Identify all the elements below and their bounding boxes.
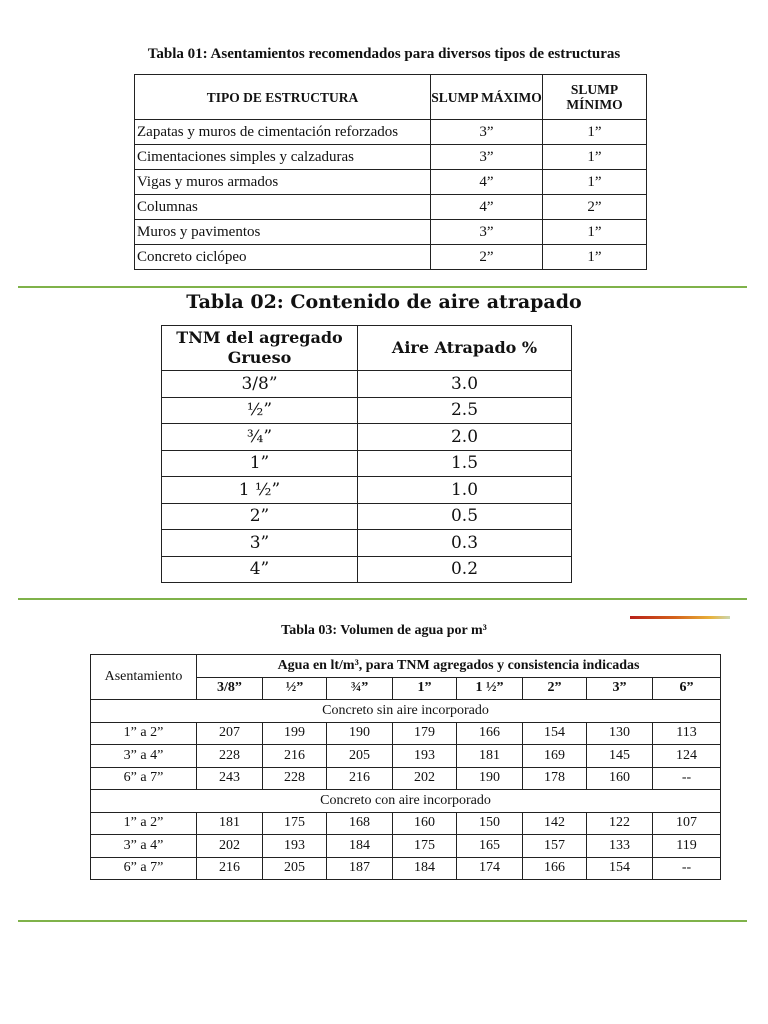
table-02-entrapped-air	[161, 325, 572, 583]
table-02-body	[162, 371, 572, 583]
section-title: Concreto con aire incorporado	[91, 790, 721, 813]
table-01-body	[135, 120, 647, 270]
settlement-cell: 3” a 4”	[91, 745, 197, 768]
water-volume-cell: 202	[393, 767, 457, 790]
water-volume-cell: 228	[263, 767, 327, 790]
water-volume-cell: 193	[393, 745, 457, 768]
water-volume-cell: 179	[393, 722, 457, 745]
slump-max-cell: 3”	[431, 145, 543, 170]
tnm-cell: 1”	[162, 450, 358, 477]
table-row	[135, 220, 647, 245]
table-01-caption: Tabla 01: Asentamientos recomendados para diversos tipos de estructuras	[147, 46, 621, 62]
water-volume-cell: 193	[263, 835, 327, 858]
table-03-body	[91, 700, 721, 880]
structure-type-cell: Columnas	[135, 195, 431, 220]
water-volume-cell: 124	[653, 745, 721, 768]
table-03-water-volume	[90, 654, 721, 880]
table-row	[162, 477, 572, 504]
water-volume-cell: 178	[523, 767, 587, 790]
slump-min-cell: 1”	[543, 220, 647, 245]
tnm-column-header: ½”	[263, 677, 327, 700]
tnm-column-header: 6”	[653, 677, 721, 700]
water-volume-cell: 113	[653, 722, 721, 745]
table-row	[91, 767, 721, 790]
water-volume-cell: 107	[653, 812, 721, 835]
tnm-column-header: 1”	[393, 677, 457, 700]
water-volume-cell: 207	[197, 722, 263, 745]
water-volume-cell: 175	[263, 812, 327, 835]
water-volume-cell: 228	[197, 745, 263, 768]
water-volume-cell: 174	[457, 857, 523, 880]
header-tnm: TNM del agregado Grueso	[162, 326, 358, 371]
slump-min-cell: 1”	[543, 245, 647, 270]
slump-min-cell: 1”	[543, 145, 647, 170]
tnm-cell: ½”	[162, 397, 358, 424]
slump-max-cell: 3”	[431, 220, 543, 245]
settlement-cell: 6” a 7”	[91, 857, 197, 880]
table-row	[162, 371, 572, 398]
air-percent-cell: 2.0	[358, 424, 572, 451]
structure-type-cell: Vigas y muros armados	[135, 170, 431, 195]
water-volume-cell: 154	[523, 722, 587, 745]
slump-max-cell: 4”	[431, 170, 543, 195]
header-water-group: Agua en lt/m³, para TNM agregados y consistencia indicadas	[197, 655, 721, 678]
table-row	[135, 245, 647, 270]
air-percent-cell: 0.5	[358, 503, 572, 530]
table-row	[162, 397, 572, 424]
water-volume-cell: 165	[457, 835, 523, 858]
slump-max-cell: 2”	[431, 245, 543, 270]
section-row	[91, 700, 721, 723]
water-volume-cell: 175	[393, 835, 457, 858]
water-volume-cell: 160	[393, 812, 457, 835]
water-volume-cell: --	[653, 857, 721, 880]
table-row	[135, 195, 647, 220]
slump-max-cell: 3”	[431, 120, 543, 145]
green-divider	[18, 598, 747, 600]
tnm-column-header: 1 ½”	[457, 677, 523, 700]
table-02-caption: Tabla 02: Contenido de aire atrapado	[186, 291, 582, 313]
water-volume-cell: 184	[327, 835, 393, 858]
air-percent-cell: 0.2	[358, 556, 572, 583]
tnm-column-header: 3/8”	[197, 677, 263, 700]
air-percent-cell: 1.0	[358, 477, 572, 504]
water-volume-cell: 202	[197, 835, 263, 858]
water-volume-cell: 168	[327, 812, 393, 835]
tnm-cell: 4”	[162, 556, 358, 583]
slump-min-cell: 2”	[543, 195, 647, 220]
table-row	[162, 530, 572, 557]
water-volume-cell: 216	[197, 857, 263, 880]
tnm-cell: 2”	[162, 503, 358, 530]
table-row	[162, 556, 572, 583]
slump-min-cell: 1”	[543, 170, 647, 195]
water-volume-cell: 181	[197, 812, 263, 835]
air-percent-cell: 3.0	[358, 371, 572, 398]
table-row	[162, 450, 572, 477]
water-volume-cell: 133	[587, 835, 653, 858]
table-01-settlements	[134, 74, 647, 270]
table-row	[91, 857, 721, 880]
decorative-accent-bar	[630, 616, 730, 619]
header-slump-min: SLUMP MÍNIMO	[543, 75, 647, 120]
water-volume-cell: 199	[263, 722, 327, 745]
water-volume-cell: 150	[457, 812, 523, 835]
table-row	[91, 722, 721, 745]
table-row	[162, 424, 572, 451]
water-volume-cell: 205	[327, 745, 393, 768]
tnm-column-header: 3”	[587, 677, 653, 700]
structure-type-cell: Concreto ciclópeo	[135, 245, 431, 270]
water-volume-cell: 169	[523, 745, 587, 768]
table-row	[135, 120, 647, 145]
water-volume-cell: 154	[587, 857, 653, 880]
table-row	[135, 170, 647, 195]
water-volume-cell: 142	[523, 812, 587, 835]
water-volume-cell: 190	[327, 722, 393, 745]
table-03-caption: Tabla 03: Volumen de agua por m³	[281, 623, 487, 638]
water-volume-cell: 119	[653, 835, 721, 858]
water-volume-cell: 181	[457, 745, 523, 768]
water-volume-cell: 184	[393, 857, 457, 880]
header-settlement: Asentamiento	[91, 655, 197, 700]
water-volume-cell: 157	[523, 835, 587, 858]
settlement-cell: 6” a 7”	[91, 767, 197, 790]
table-row	[91, 835, 721, 858]
slump-min-cell: 1”	[543, 120, 647, 145]
tnm-cell: 3”	[162, 530, 358, 557]
water-volume-cell: 145	[587, 745, 653, 768]
tnm-column-header: ¾”	[327, 677, 393, 700]
water-volume-cell: 205	[263, 857, 327, 880]
tnm-cell: ¾”	[162, 424, 358, 451]
header-slump-max: SLUMP MÁXIMO	[431, 75, 543, 120]
water-volume-cell: 187	[327, 857, 393, 880]
settlement-cell: 3” a 4”	[91, 835, 197, 858]
water-volume-cell: 130	[587, 722, 653, 745]
water-volume-cell: --	[653, 767, 721, 790]
water-volume-cell: 160	[587, 767, 653, 790]
tnm-cell: 1 ½”	[162, 477, 358, 504]
table-row	[91, 812, 721, 835]
water-volume-cell: 216	[263, 745, 327, 768]
table-row	[91, 745, 721, 768]
structure-type-cell: Muros y pavimentos	[135, 220, 431, 245]
header-air: Aire Atrapado %	[358, 326, 572, 371]
green-divider	[18, 286, 747, 288]
section-row	[91, 790, 721, 813]
water-volume-cell: 166	[523, 857, 587, 880]
table-row	[162, 503, 572, 530]
green-divider	[18, 920, 747, 922]
slump-max-cell: 4”	[431, 195, 543, 220]
water-volume-cell: 190	[457, 767, 523, 790]
tnm-cell: 3/8”	[162, 371, 358, 398]
tnm-column-header: 2”	[523, 677, 587, 700]
table-row	[135, 145, 647, 170]
water-volume-cell: 166	[457, 722, 523, 745]
water-volume-cell: 122	[587, 812, 653, 835]
water-volume-cell: 243	[197, 767, 263, 790]
air-percent-cell: 0.3	[358, 530, 572, 557]
water-volume-cell: 216	[327, 767, 393, 790]
header-structure-type: TIPO DE ESTRUCTURA	[135, 75, 431, 120]
air-percent-cell: 2.5	[358, 397, 572, 424]
section-title: Concreto sin aire incorporado	[91, 700, 721, 723]
structure-type-cell: Cimentaciones simples y calzaduras	[135, 145, 431, 170]
structure-type-cell: Zapatas y muros de cimentación reforzados	[135, 120, 431, 145]
settlement-cell: 1” a 2”	[91, 812, 197, 835]
air-percent-cell: 1.5	[358, 450, 572, 477]
settlement-cell: 1” a 2”	[91, 722, 197, 745]
